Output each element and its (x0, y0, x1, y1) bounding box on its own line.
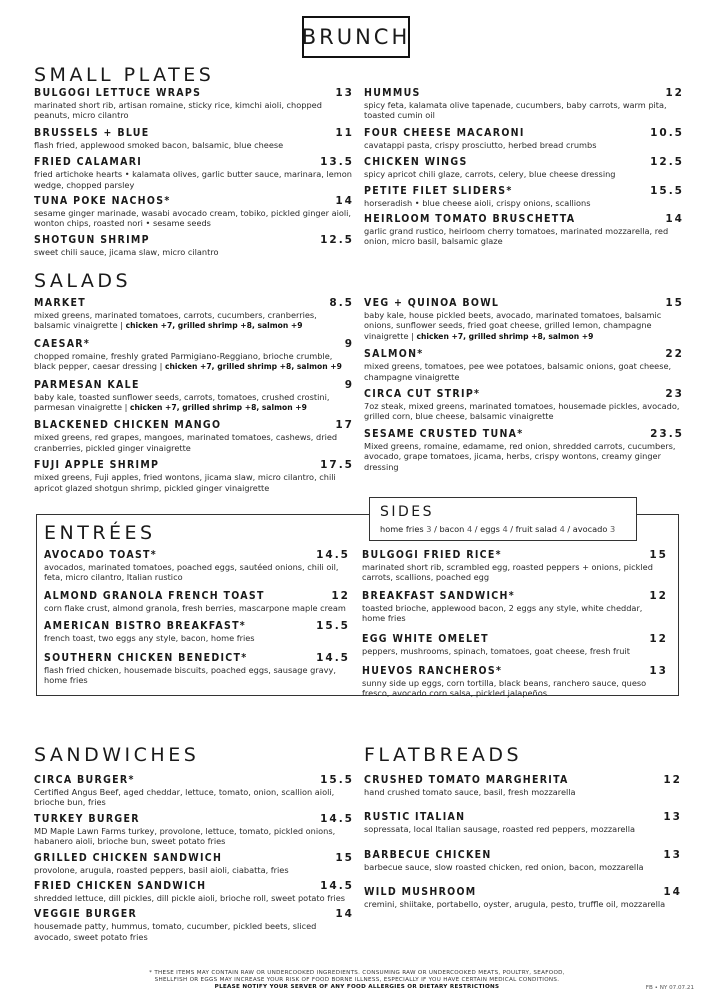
menu-item (34, 419, 354, 453)
item-price: 12 (663, 774, 682, 786)
item-name: CHICKEN WINGS (364, 156, 468, 169)
item-description-text: avocados, marinated tomatoes, poached eggs, sautéed onions, chili oil, feta, micro cilantro, Italian rustico (44, 562, 339, 583)
item-name: HEIRLOOM TOMATO BRUSCHETTA (364, 213, 576, 226)
item-description (364, 140, 684, 150)
item-description (34, 351, 354, 373)
item-description-text: garlic grand rustico, heirloom cherry tomatoes, marinated mozzarella, red onion, micro basil, balsamic glaze (364, 226, 669, 247)
item-name: TURKEY BURGER (34, 812, 140, 825)
item-price: 12 (331, 589, 350, 602)
item-description-text: mixed greens, red grapes, mangoes, marinated tomatoes, cashews, dried cranberries, pickled ginger vinaigrette (34, 432, 338, 453)
menu-item (34, 813, 354, 847)
item-name: HUMMUS (364, 87, 421, 99)
item-price: 9 (344, 337, 354, 350)
menu-item (34, 908, 354, 942)
item-description-text: housemade patty, hummus, tomato, cucumber, pickled beets, sliced avocado, sweet potato fries (34, 921, 317, 942)
item-addons: chicken +7, grilled shrimp +8, salmon +9 (125, 321, 303, 331)
item-name: FUJI APPLE SHRIMP (34, 459, 160, 472)
item-price: 15.5 (650, 184, 684, 197)
item-name: TUNA POKE NACHOS* (34, 195, 171, 208)
item-description-text: Certified Angus Beef, aged cheddar, lettuce, tomato, onion, scallion aioli, brioche bun, fries (34, 787, 335, 808)
side-price: 4 (559, 524, 565, 534)
item-price: 13 (649, 665, 668, 678)
item-price: 14.5 (316, 651, 350, 664)
item-description (364, 226, 684, 247)
entrees-left-column (44, 549, 350, 685)
item-description-text: Mixed greens, romaine, edamame, red onion, shredded carrots, cucumbers, avocado, grape tomatoes, jicama, herbs, crispy wontons, creamy ginger dressing (364, 440, 676, 472)
menu-item (364, 849, 682, 872)
item-description-text: fried artichoke hearts • kalamata olives, garlic butter sauce, marinara, lemon wedge, chopped parsley (34, 169, 352, 190)
item-description (34, 472, 354, 493)
item-description-text: MD Maple Lawn Farms turkey, provolone, lettuce, tomato, pickled onions, habanero aioli, brioche bun, sweet potato fries (34, 825, 336, 847)
side-price: 4 (502, 524, 508, 534)
item-price: 15.5 (316, 620, 350, 633)
item-name: BLACKENED CHICKEN MANGO (34, 419, 222, 432)
sides-box (369, 497, 637, 541)
item-name: SHOTGUN SHRIMP (34, 233, 150, 246)
menu-item (362, 665, 668, 699)
small-plates-left-column (34, 87, 354, 257)
item-name: FRIED CALAMARI (34, 156, 143, 169)
item-price: 17 (335, 419, 354, 432)
item-description (364, 198, 684, 208)
item-name: BULGOGI FRIED RICE* (362, 549, 502, 561)
item-description-text: corn flake crust, almond granola, fresh berries, mascarpone maple cream (44, 602, 346, 613)
item-name: FOUR CHEESE MACARONI (364, 126, 525, 139)
item-description (44, 665, 350, 686)
item-price: 13 (663, 811, 682, 824)
item-price: 10.5 (650, 126, 684, 139)
menu-item (34, 379, 354, 414)
menu-item (34, 195, 354, 229)
item-description-text: barbecue sauce, slow roasted chicken, red onion, bacon, mozzarella (364, 861, 644, 872)
item-description (362, 562, 668, 583)
item-price: 9 (344, 378, 354, 391)
item-description-text: chopped romaine, freshly grated Parmigiano-Reggiano, brioche crumble, black pepper, caesar dressing | (34, 350, 333, 372)
salads-left-column (34, 297, 354, 493)
item-price: 14 (335, 908, 354, 921)
item-price: 14.5 (320, 880, 354, 893)
menu-title: BRUNCH (302, 16, 410, 58)
item-name: VEGGIE BURGER (34, 908, 138, 921)
small-plates-right-column (364, 87, 684, 247)
menu-item (34, 459, 354, 493)
menu-item (34, 774, 354, 808)
disclaimer-line-2: SHELLFISH OR EGGS MAY INCREASE YOUR RISK OF FOOD BORNE ILLNESS, ESPECIALLY IF YOU HAVE CERTAIN MEDICAL CONDITIONS. (154, 977, 560, 984)
item-price: 15 (335, 851, 354, 864)
item-price: 15 (665, 297, 684, 309)
item-description-text: baby kale, house pickled beets, avocado, marinated tomatoes, balsamic onions, sunflower seeds, fried goat cheese, grilled lemon, champagne vinaigrette | (364, 310, 662, 341)
item-name: VEG + QUINOA BOWL (364, 297, 500, 309)
item-description (44, 603, 350, 613)
side-price: 4 (466, 524, 473, 534)
side-name: eggs (480, 524, 500, 534)
item-description (34, 787, 354, 808)
item-description-text: marinated short rib, scrambled egg, roasted peppers + onions, pickled carrots, scallions, poached egg (362, 562, 653, 583)
item-description (364, 899, 682, 909)
item-name: BULGOGI LETTUCE WRAPS (34, 87, 202, 99)
item-name: CIRCA CUT STRIP* (364, 388, 481, 401)
item-name: SESAME CRUSTED TUNA* (364, 427, 524, 440)
menu-item (34, 880, 354, 903)
menu-item (34, 852, 354, 875)
side-name: avocado (572, 524, 608, 534)
item-name: ALMOND GRANOLA FRENCH TOAST (44, 589, 265, 602)
sides-list (380, 523, 626, 535)
item-description-text: sesame ginger marinade, wasabi avocado cream, tobiko, pickled ginger aioli, wonton chips, roasted nori • sesame seeds (34, 208, 352, 229)
item-price: 14 (665, 213, 684, 226)
item-description-text: mixed greens, tomatoes, pee wee potatoes, balsamic onions, goat cheese, champagne vinaigrette (364, 361, 672, 382)
item-price: 12.5 (320, 233, 354, 246)
menu-code: FB • NY 07.07.21 (645, 985, 694, 991)
item-addons: chicken +7, grilled shrimp +8, salmon +9 (416, 331, 594, 341)
menu-item (364, 127, 684, 150)
item-description-text: french toast, two eggs any style, bacon, home fries (44, 633, 255, 644)
item-name: PARMESAN KALE (34, 378, 140, 391)
menu-item (364, 156, 684, 179)
menu-item (364, 886, 682, 909)
item-description (364, 862, 682, 872)
sides-separator: / (564, 524, 573, 534)
item-name: SALMON* (364, 348, 424, 361)
item-description (362, 678, 668, 699)
footer-disclaimer (0, 970, 714, 992)
salads-right-column (364, 297, 684, 472)
item-price: 13 (335, 87, 354, 99)
item-name: GRILLED CHICKEN SANDWICH (34, 851, 223, 864)
menu-item (364, 213, 684, 247)
item-price: 23.5 (650, 427, 684, 440)
item-name: AVOCADO TOAST* (44, 549, 158, 561)
item-description-text: toasted brioche, applewood bacon, 2 eggs any style, white cheddar, home fries (362, 602, 643, 624)
item-name: HUEVOS RANCHEROS* (362, 665, 503, 678)
item-description-text: peppers, mushrooms, spinach, tomatoes, goat cheese, fresh fruit (362, 645, 630, 656)
item-description-text: marinated short rib, artisan romaine, sticky rice, kimchi aioli, chopped peanuts, micro cilantro (34, 100, 322, 121)
sandwiches-column (34, 774, 354, 942)
menu-item (364, 348, 684, 382)
item-addons: chicken +7, grilled shrimp +8, salmon +9 (129, 403, 307, 413)
item-description-text: sweet chili sauce, jicama slaw, micro cilantro (34, 246, 219, 257)
item-description-text: cremini, shiitake, portabello, oyster, arugula, pesto, truffle oil, mozzarella (364, 899, 666, 910)
item-price: 15 (649, 549, 668, 561)
menu-item (44, 620, 350, 643)
item-price: 13 (663, 848, 682, 861)
item-description-text: spicy apricot chili glaze, carrots, celery, blue cheese dressing (364, 169, 616, 180)
item-price: 12 (665, 87, 684, 99)
item-description (362, 646, 668, 656)
item-description (364, 169, 684, 179)
item-price: 11 (335, 126, 354, 139)
item-description (34, 921, 354, 942)
disclaimer-line-3: PLEASE NOTIFY YOUR SERVER OF ANY FOOD ALLERGIES OR DIETARY RESTRICTIONS (214, 984, 500, 991)
menu-item (364, 388, 684, 422)
item-description (34, 893, 354, 903)
item-description (364, 401, 684, 422)
menu-item (44, 590, 350, 613)
item-price: 14.5 (316, 549, 350, 561)
item-name: WILD MUSHROOM (364, 886, 477, 899)
menu-item (362, 633, 668, 656)
item-description (34, 392, 354, 414)
item-price: 17.5 (320, 459, 354, 472)
item-price: 14 (335, 195, 354, 208)
item-description (364, 787, 682, 797)
item-description-text: flash fried, applewood smoked bacon, balsamic, blue cheese (34, 139, 284, 150)
item-price: 14 (663, 886, 682, 899)
menu-item (34, 87, 354, 121)
small-plates-heading: SMALL PLATES (34, 64, 215, 86)
sides-heading: SIDES (380, 504, 435, 520)
item-name: EGG WHITE OMELET (362, 632, 489, 645)
menu-item (364, 428, 684, 472)
item-name: FRIED CHICKEN SANDWICH (34, 880, 207, 893)
item-description (34, 247, 354, 257)
menu-item (364, 87, 684, 121)
item-description (34, 208, 354, 229)
item-name: MARKET (34, 297, 87, 309)
item-description (364, 361, 684, 382)
menu-item (364, 185, 684, 208)
item-description (362, 603, 668, 624)
side-name: fruit salad (515, 524, 557, 534)
sides-separator: / (507, 524, 516, 534)
flatbreads-heading: FLATBREADS (364, 744, 523, 766)
side-name: home fries (380, 524, 424, 534)
item-description (44, 633, 350, 643)
menu-item (364, 774, 682, 797)
item-description (34, 826, 354, 847)
item-description-text: hand crushed tomato sauce, basil, fresh mozzarella (364, 787, 576, 797)
item-description-text: shredded lettuce, dill pickles, dill pickle aioli, brioche roll, sweet potato fries (34, 893, 346, 904)
item-description (34, 140, 354, 150)
item-addons: chicken +7, grilled shrimp +8, salmon +9 (164, 362, 342, 372)
item-name: CRUSHED TOMATO MARGHERITA (364, 774, 569, 786)
item-description (364, 441, 684, 472)
item-description (34, 310, 354, 332)
menu-item (364, 811, 682, 834)
item-name: RUSTIC ITALIAN (364, 811, 466, 824)
item-description-text: spicy feta, kalamata olive tapenade, cucumbers, baby carrots, warm pita, toasted cumin oil (364, 100, 667, 121)
item-description (34, 100, 354, 121)
item-description-text: flash fried chicken, housemade biscuits, poached eggs, sausage gravy, home fries (44, 664, 336, 686)
menu-item (34, 127, 354, 150)
sandwiches-heading: SANDWICHES (34, 744, 200, 766)
item-description-text: sopressata, local Italian sausage, roasted red peppers, mozzarella (364, 824, 635, 835)
item-description (44, 562, 350, 583)
item-price: 12 (649, 632, 668, 645)
item-name: BRUSSELS + BLUE (34, 126, 150, 139)
sides-separator: / (472, 524, 481, 534)
side-name: bacon (439, 524, 465, 534)
item-name: CAESAR* (34, 337, 91, 350)
item-description-text: provolone, arugula, roasted peppers, basil aioli, ciabatta, fries (34, 864, 289, 875)
item-description-text: baby kale, toasted sunflower seeds, carrots, tomatoes, crushed crostini, parmesan vinaigrette | (34, 391, 330, 413)
item-price: 8.5 (329, 297, 354, 309)
menu-item (34, 156, 354, 190)
item-price: 23 (665, 388, 684, 401)
item-name: BARBECUE CHICKEN (364, 848, 492, 861)
flatbreads-column (364, 774, 682, 910)
menu-item (34, 297, 354, 332)
side-price: 3 (609, 524, 616, 534)
item-description-text: mixed greens, Fuji apples, fried wontons, jicama slaw, micro cilantro, chili apricot glazed shotgun shrimp, pickled ginger vinaigrette (34, 472, 336, 493)
item-description (34, 432, 354, 453)
menu-item (34, 234, 354, 257)
menu-item (362, 590, 668, 624)
sides-separator: / (431, 524, 440, 534)
item-description (364, 824, 682, 834)
side-price: 3 (426, 524, 432, 534)
menu-item (44, 652, 350, 686)
item-price: 14.5 (320, 812, 354, 825)
item-price: 13.5 (320, 156, 354, 169)
item-price: 15.5 (320, 774, 354, 786)
menu-item (364, 297, 684, 342)
item-description-text: sunny side up eggs, corn tortilla, black beans, ranchero sauce, queso fresco, avocado corn salsa, pickled jalapeños (362, 678, 647, 699)
item-description (34, 865, 354, 875)
menu-item (362, 549, 668, 583)
salads-heading: SALADS (34, 270, 132, 292)
item-description (364, 100, 684, 121)
entrees-heading: ENTRÉES (44, 522, 156, 544)
disclaimer-line-1: * THESE ITEMS MAY CONTAIN RAW OR UNDERCOOKED INGREDIENTS. CONSUMING RAW OR UNDERCOOKED MEATS, POULTRY, SEAFOOD, (149, 970, 565, 976)
item-description-text: mixed greens, marinated tomatoes, carrots, cucumbers, cranberries, balsamic vinaigrette | (34, 310, 317, 331)
item-description-text: 7oz steak, mixed greens, marinated tomatoes, housemade pickles, avocado, grilled corn, blue cheese, balsamic vinaigrette (364, 401, 680, 422)
entrees-right-column (362, 549, 668, 699)
item-description-text: cavatappi pasta, crispy prosciutto, herbed bread crumbs (364, 139, 597, 150)
item-name: PETITE FILET SLIDERS* (364, 184, 513, 197)
menu-item (34, 338, 354, 373)
item-description-text: horseradish • blue cheese aioli, crispy onions, scallions (364, 197, 591, 208)
item-description (364, 310, 684, 342)
item-price: 12 (649, 589, 668, 602)
item-name: CIRCA BURGER* (34, 774, 135, 786)
menu-item (44, 549, 350, 583)
item-description (34, 169, 354, 190)
item-price: 12.5 (650, 156, 684, 169)
item-name: AMERICAN BISTRO BREAKFAST* (44, 620, 247, 633)
item-name: SOUTHERN CHICKEN BENEDICT* (44, 651, 248, 664)
item-price: 22 (665, 348, 684, 361)
item-name: BREAKFAST SANDWICH* (362, 589, 515, 602)
